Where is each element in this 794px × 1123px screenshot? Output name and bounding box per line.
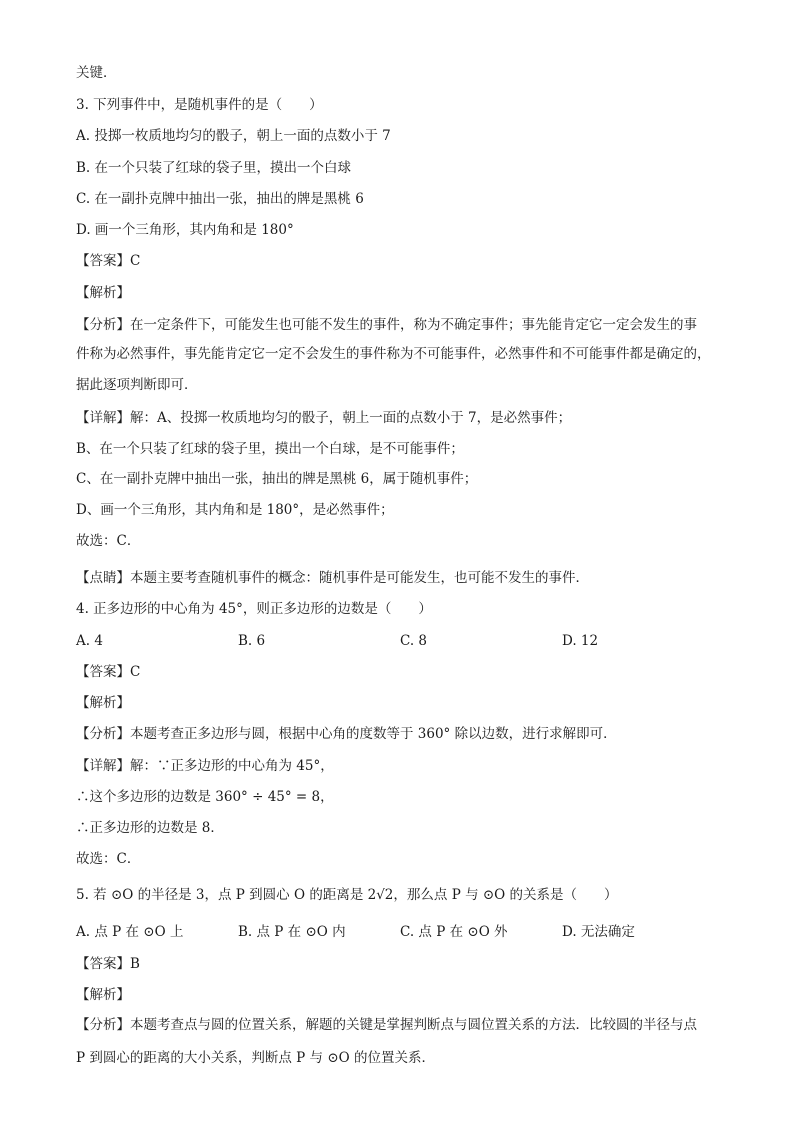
q3-detail-line-2: B、在一个只装了红球的袋子里，摸出一个白球，是不可能事件；	[76, 441, 464, 457]
q4-option-c: C. 8	[400, 633, 428, 649]
q3-analysis-line-1: 【分析】在一定条件下，可能发生也可能不发生的事件，称为不确定事件；事先能肯定它一定会发生的事	[76, 317, 697, 333]
q3-option-d: D. 画一个三角形，其内角和是 180°	[76, 222, 294, 238]
q5-analysis-line-2: P 到圆心的距离的大小关系，判断点 P 与 ⊙O 的位置关系．	[76, 1050, 436, 1066]
q4-analysis-heading: 【解析】	[76, 695, 130, 711]
q4-option-b: B. 6	[238, 633, 266, 649]
q3-detail-line-3: C、在一副扑克牌中抽出一张，抽出的牌是黑桃 6，属于随机事件；	[76, 471, 478, 487]
q5-option-a: A. 点 P 在 ⊙O 上	[76, 924, 184, 940]
q3-detail-line-4: D、画一个三角形，其内角和是 180°，是必然事件；	[76, 502, 394, 518]
q4-detail-line-3: ∴正多边形的边数是 8．	[76, 820, 224, 836]
q4-answer: 【答案】C	[76, 664, 141, 680]
q3-analysis-line-2: 件称为必然事件，事先能肯定它一定不会发生的事件称为不可能事件，必然事件和不可能事件都是确定的，	[76, 346, 711, 362]
question-3-stem: 3. 下列事件中，是随机事件的是（ ）	[76, 97, 323, 113]
q3-option-c: C. 在一副扑克牌中抽出一张，抽出的牌是黑桃 6	[76, 191, 364, 207]
q5-analysis-line-1: 【分析】本题考查点与圆的位置关系，解题的关键是掌握判断点与圆位置关系的方法．比较圆的半径与点	[76, 1017, 697, 1033]
text-line: 关键．	[76, 65, 117, 81]
q3-analysis-line-3: 据此逐项判断即可．	[76, 377, 198, 393]
question-4-stem: 4. 正多边形的中心角为 45°，则正多边形的边数是（ ）	[76, 601, 432, 617]
q3-answer: 【答案】C	[76, 253, 141, 269]
q4-analysis: 【分析】本题考查正多边形与圆，根据中心角的度数等于 360° 除以边数，进行求解即可．	[76, 726, 617, 742]
q4-choice: 故选：C．	[76, 851, 141, 867]
q3-option-a: A. 投掷一枚质地均匀的骰子，朝上一面的点数小于 7	[76, 128, 391, 144]
q5-option-c: C. 点 P 在 ⊙O 外	[400, 924, 508, 940]
q5-option-b: B. 点 P 在 ⊙O 内	[238, 924, 346, 940]
q5-answer: 【答案】B	[76, 956, 140, 972]
q4-detail-line-1: 【详解】解：∵正多边形的中心角为 45°，	[76, 758, 334, 774]
q5-analysis-heading: 【解析】	[76, 987, 130, 1003]
q4-option-a: A. 4	[76, 633, 103, 649]
q3-remark: 【点睛】本题主要考查随机事件的概念：随机事件是可能发生，也可能不发生的事件．	[76, 570, 589, 586]
q4-option-d: D. 12	[562, 633, 599, 649]
q4-detail-line-2: ∴这个多边形的边数是 360° ÷ 45° = 8，	[76, 789, 334, 805]
question-5-stem: 5. 若 ⊙O 的半径是 3，点 P 到圆心 O 的距离是 2√2，那么点 P 与 ⊙O 的关系是（ ）	[76, 887, 618, 903]
q3-choice: 故选：C．	[76, 533, 141, 549]
q3-option-b: B. 在一个只装了红球的袋子里，摸出一个白球	[76, 160, 352, 176]
q3-analysis-heading: 【解析】	[76, 285, 130, 301]
q5-option-d: D. 无法确定	[562, 924, 635, 940]
q3-detail-line-1: 【详解】解：A、投掷一枚质地均匀的骰子，朝上一面的点数小于 7，是必然事件；	[76, 410, 572, 426]
